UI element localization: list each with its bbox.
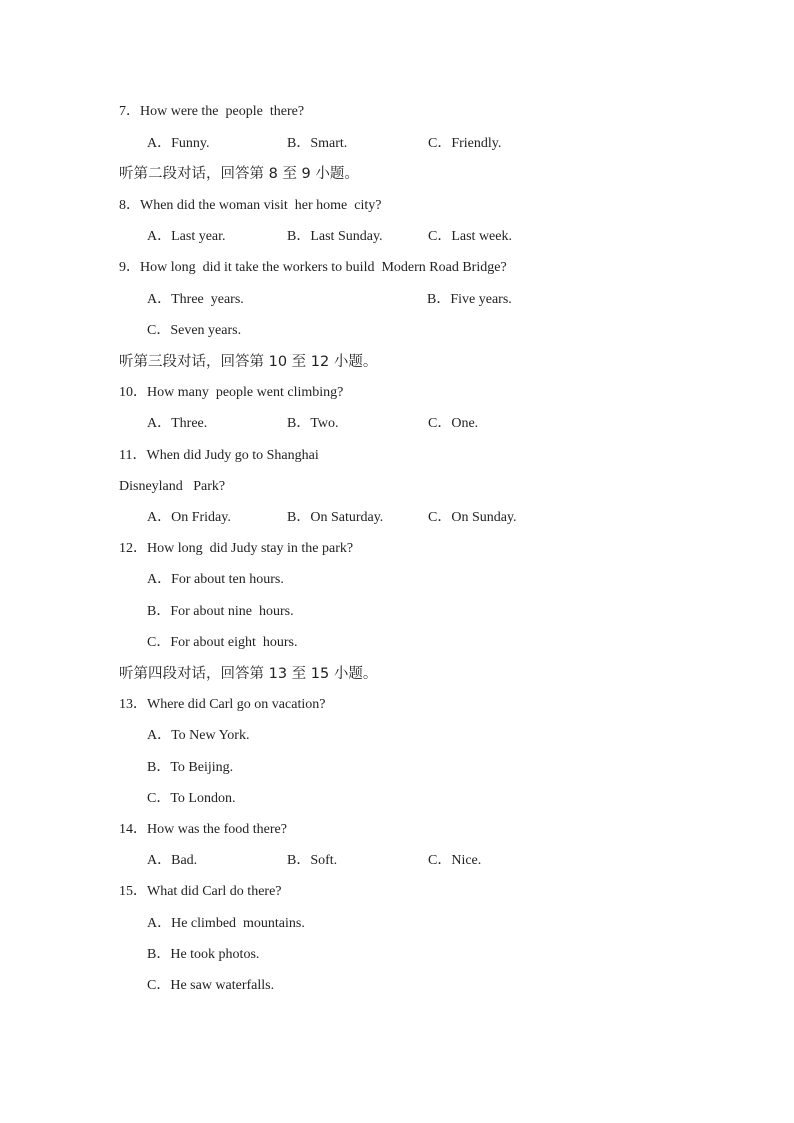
question-7: 7．How were the people there? xyxy=(119,104,305,119)
q9-option-b: B．Five years. xyxy=(427,292,512,307)
question-11-line-2: Disneyland Park? xyxy=(119,479,226,494)
q8-option-a: A．Last year. xyxy=(147,229,226,244)
question-14: 14．How was the food there? xyxy=(119,822,287,837)
q14-option-b: B．Soft. xyxy=(287,853,338,868)
q7-option-c: C．Friendly. xyxy=(428,136,502,151)
question-10: 10．How many people went climbing? xyxy=(119,385,344,400)
q10-option-b: B．Two. xyxy=(287,416,339,431)
q14-option-c: C．Nice. xyxy=(428,853,482,868)
q10-option-c: C．One. xyxy=(428,416,479,431)
question-9: 9．How long did it take the workers to build Modern Road Bridge? xyxy=(119,260,507,275)
q12-option-b: B．For about nine hours. xyxy=(147,604,294,619)
q12-option-c: C．For about eight hours. xyxy=(147,635,298,650)
q9-option-a: A．Three years. xyxy=(147,292,244,307)
question-8: 8．When did the woman visit her home city? xyxy=(119,198,382,213)
section-2-heading: 听第二段对话，回答第 8 至 9 小题。 xyxy=(119,166,359,182)
q9-option-c: C．Seven years. xyxy=(147,323,242,338)
q11-option-a: A．On Friday. xyxy=(147,510,231,525)
question-15: 15．What did Carl do there? xyxy=(119,884,282,899)
q13-option-c: C．To London. xyxy=(147,791,236,806)
q15-option-b: B．He took photos. xyxy=(147,947,260,962)
q8-option-b: B．Last Sunday. xyxy=(287,229,383,244)
question-11-line-1: 11．When did Judy go to Shanghai xyxy=(119,448,319,463)
section-4-heading: 听第四段对话，回答第 13 至 15 小题。 xyxy=(119,666,378,682)
q15-option-c: C．He saw waterfalls. xyxy=(147,978,275,993)
q10-option-a: A．Three. xyxy=(147,416,208,431)
q7-option-b: B．Smart. xyxy=(287,136,348,151)
question-13: 13．Where did Carl go on vacation? xyxy=(119,697,326,712)
q13-option-a: A．To New York. xyxy=(147,728,250,743)
q12-option-a: A．For about ten hours. xyxy=(147,572,284,587)
question-12: 12．How long did Judy stay in the park? xyxy=(119,541,354,556)
q8-option-c: C．Last week. xyxy=(428,229,512,244)
q11-option-c: C．On Sunday. xyxy=(428,510,517,525)
q15-option-a: A．He climbed mountains. xyxy=(147,916,305,931)
q7-option-a: A．Funny. xyxy=(147,136,210,151)
q13-option-b: B．To Beijing. xyxy=(147,760,234,775)
section-3-heading: 听第三段对话，回答第 10 至 12 小题。 xyxy=(119,354,378,370)
q14-option-a: A．Bad. xyxy=(147,853,198,868)
q11-option-b: B．On Saturday. xyxy=(287,510,384,525)
